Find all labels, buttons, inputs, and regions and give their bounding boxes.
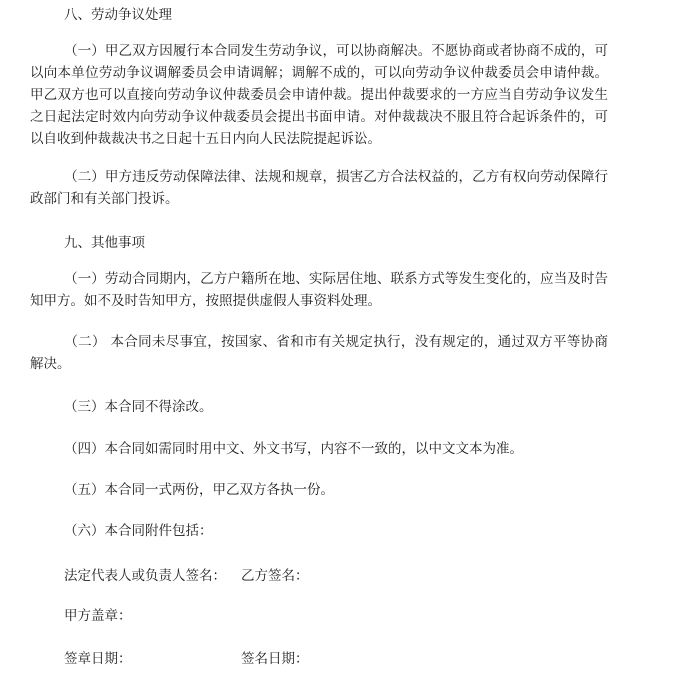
section-9-paragraph-6	[30, 520, 608, 542]
section-9-paragraph-5	[30, 479, 608, 501]
section-8-heading: 八、劳动争议处理	[64, 7, 172, 23]
legal-representative-signature-label: 法定代表人或负责人签名：	[64, 568, 226, 584]
section-9-paragraph-5-text: （五）本合同一式两份，甲乙双方各执一份。	[64, 482, 334, 498]
section-8-paragraph-2	[30, 166, 608, 210]
section-9-paragraph-4	[30, 438, 608, 460]
section-9-heading: 九、其他事项	[64, 235, 145, 251]
section-9-paragraph-3	[30, 396, 608, 418]
section-9-paragraph-4-text: （四）本合同如需同时用中文、外文书写，内容不一致的，以中文文本为准。	[64, 441, 523, 457]
section-9-paragraph-1-text: （一）劳动合同期内，乙方户籍所在地、实际居住地、联系方式等发生变化的，应当及时告知甲方。如不及时告知甲方，按照提供虚假人事资料处理。	[30, 271, 608, 309]
section-9-paragraph-3-text: （三）本合同不得涂改。	[64, 399, 213, 415]
section-9-paragraph-1	[30, 268, 608, 312]
section-8-paragraph-1	[30, 40, 608, 150]
section-8-paragraph-2-text: （二）甲方违反劳动保障法律、法规和规章，损害乙方合法权益的，乙方有权向劳动保障行政部门和有关部门投诉。	[30, 169, 608, 207]
signature-date-label: 签名日期：	[241, 651, 309, 667]
party-b-signature-label: 乙方签名：	[241, 568, 309, 584]
section-8-paragraph-1-text: （一）甲乙双方因履行本合同发生劳动争议，可以协商解决。不愿协商或者协商不成的，可以向本单位劳动争议调解委员会申请调解；调解不成的，可以向劳动争议仲裁委员会申请仲裁。甲乙双方也可以直接向劳动争议仲裁委员会申请仲裁。提出仲裁要求的一方应当自劳动争议发生之日起法定时效内向劳动争议仲裁委员会提出书面申请。对仲裁裁决不服且符合起诉条件的，可以自收到仲裁裁决书之日起十五日内向人民法院提起诉讼。	[30, 43, 608, 147]
seal-date-label: 签章日期：	[64, 651, 132, 667]
section-9-paragraph-2-text: （二） 本合同未尽事宜，按国家、省和市有关规定执行，没有规定的，通过双方平等协商解决。	[30, 334, 608, 372]
section-9-paragraph-2	[30, 331, 608, 375]
section-9-paragraph-6-text: （六）本合同附件包括：	[64, 523, 213, 539]
party-a-seal-label: 甲方盖章：	[64, 608, 132, 624]
